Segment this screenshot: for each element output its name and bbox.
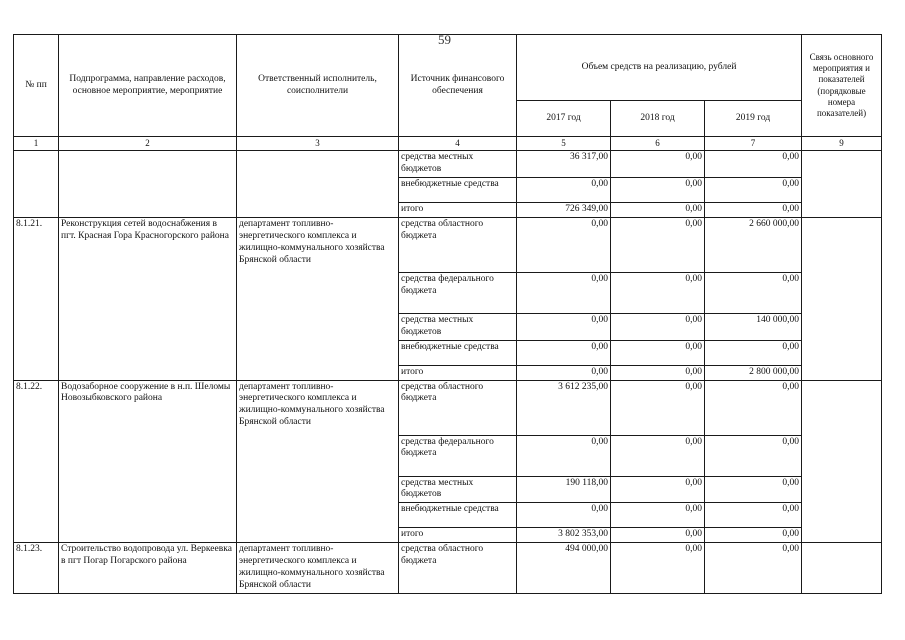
item-no-cell: 8.1.21.: [14, 217, 59, 380]
value-2017-total: 726 349,00: [517, 203, 611, 218]
item-name-cell: Строительство водопровода ул. Веркеевка в пгт Погар Погарского района: [59, 543, 237, 594]
value-2017: 0,00: [517, 178, 611, 203]
value-2019: 0,00: [705, 272, 802, 313]
page-number: 59: [438, 32, 451, 47]
value-2019: 0,00: [705, 340, 802, 365]
source-cell: внебюджетные средства: [399, 503, 517, 528]
value-2017: 36 317,00: [517, 151, 611, 178]
value-2017: 494 000,00: [517, 543, 611, 594]
value-2017: 0,00: [517, 435, 611, 476]
item-name-cell: Реконструкция сетей водоснабжения в пгт. Красная Гора Красногорского района: [59, 217, 237, 380]
item-no-cell: 8.1.22.: [14, 380, 59, 543]
value-2018: 0,00: [611, 272, 705, 313]
index-cell: 1: [14, 137, 59, 151]
value-2017: 0,00: [517, 272, 611, 313]
carryover-name-cell: [59, 151, 237, 218]
index-cell: 4: [399, 137, 517, 151]
value-2019: 0,00: [705, 543, 802, 594]
value-2017-total: 3 802 353,00: [517, 528, 611, 543]
link-cell: [802, 217, 882, 380]
source-cell: средства местных бюджетов: [399, 476, 517, 503]
value-2018: 0,00: [611, 476, 705, 503]
value-2018-total: 0,00: [611, 203, 705, 218]
header-program: Подпрограмма, направление расходов, основное мероприятие, мероприятие: [59, 35, 237, 137]
value-2018-total: 0,00: [611, 528, 705, 543]
value-2017: 190 118,00: [517, 476, 611, 503]
source-cell: средства местных бюджетов: [399, 151, 517, 178]
value-2018: 0,00: [611, 435, 705, 476]
source-cell: средства областного бюджета: [399, 217, 517, 272]
table-row: [14, 217, 882, 272]
column-index-row: [14, 137, 882, 151]
source-cell-total: итого: [399, 365, 517, 380]
header-year-2019: 2019 год: [705, 101, 802, 137]
value-2018-total: 0,00: [611, 365, 705, 380]
header-executor: Ответственный исполнитель, соисполнители: [237, 35, 399, 137]
value-2018: 0,00: [611, 543, 705, 594]
table-row: [14, 151, 882, 178]
header-source: Источник финансового обеспечения: [399, 35, 517, 137]
source-cell: средства местных бюджетов: [399, 313, 517, 340]
value-2018: 0,00: [611, 151, 705, 178]
value-2017-total: 0,00: [517, 365, 611, 380]
value-2019: 140 000,00: [705, 313, 802, 340]
header-no: № пп: [14, 35, 59, 137]
value-2017: 3 612 235,00: [517, 380, 611, 435]
carryover-no-cell: [14, 151, 59, 218]
source-cell: средства федерального бюджета: [399, 435, 517, 476]
value-2019: 0,00: [705, 178, 802, 203]
source-cell: внебюджетные средства: [399, 178, 517, 203]
value-2019: 0,00: [705, 151, 802, 178]
value-2017: 0,00: [517, 217, 611, 272]
value-2019: 0,00: [705, 435, 802, 476]
value-2017: 0,00: [517, 313, 611, 340]
item-executor-cell: департамент топливно-энергетического комплекса и жилищно-коммунального хозяйства Брянской области: [237, 217, 399, 380]
value-2018: 0,00: [611, 340, 705, 365]
value-2018: 0,00: [611, 178, 705, 203]
value-2019: 0,00: [705, 476, 802, 503]
index-cell: 9: [802, 137, 882, 151]
header-year-2017: 2017 год: [517, 101, 611, 137]
source-cell-total: итого: [399, 203, 517, 218]
source-cell: внебюджетные средства: [399, 340, 517, 365]
link-cell: [802, 543, 882, 594]
index-cell: 7: [705, 137, 802, 151]
carryover-executor-cell: [237, 151, 399, 218]
index-cell: 2: [59, 137, 237, 151]
value-2018: 0,00: [611, 313, 705, 340]
header-volume: Объем средств на реализацию, рублей: [517, 35, 802, 101]
value-2019-total: 0,00: [705, 203, 802, 218]
value-2019-total: 0,00: [705, 528, 802, 543]
value-2019: 0,00: [705, 503, 802, 528]
index-cell: 6: [611, 137, 705, 151]
value-2017: 0,00: [517, 503, 611, 528]
item-name-cell: Водозаборное сооружение в н.п. Шеломы Новозыбковского района: [59, 380, 237, 543]
item-no-cell: 8.1.23.: [14, 543, 59, 594]
source-cell-total: итого: [399, 528, 517, 543]
source-cell: средства федерального бюджета: [399, 272, 517, 313]
header-year-2018: 2018 год: [611, 101, 705, 137]
item-executor-cell: департамент топливно-энергетического комплекса и жилищно-коммунального хозяйства Брянской области: [237, 380, 399, 543]
item-executor-cell: департамент топливно-энергетического комплекса и жилищно-коммунального хозяйства Брянской области: [237, 543, 399, 594]
source-cell: средства областного бюджета: [399, 543, 517, 594]
value-2018: 0,00: [611, 503, 705, 528]
index-cell: 5: [517, 137, 611, 151]
table-row: [14, 380, 882, 435]
value-2018: 0,00: [611, 217, 705, 272]
table-row: [14, 543, 882, 594]
index-cell: 3: [237, 137, 399, 151]
link-cell: [802, 151, 882, 218]
value-2018: 0,00: [611, 380, 705, 435]
value-2019: 0,00: [705, 380, 802, 435]
budget-table: [13, 34, 882, 594]
value-2017: 0,00: [517, 340, 611, 365]
link-cell: [802, 380, 882, 543]
value-2019: 2 660 000,00: [705, 217, 802, 272]
source-cell: средства областного бюджета: [399, 380, 517, 435]
header-link: Связь основного мероприятия и показателей (порядковые номера показателей): [802, 35, 882, 137]
value-2019-total: 2 800 000,00: [705, 365, 802, 380]
